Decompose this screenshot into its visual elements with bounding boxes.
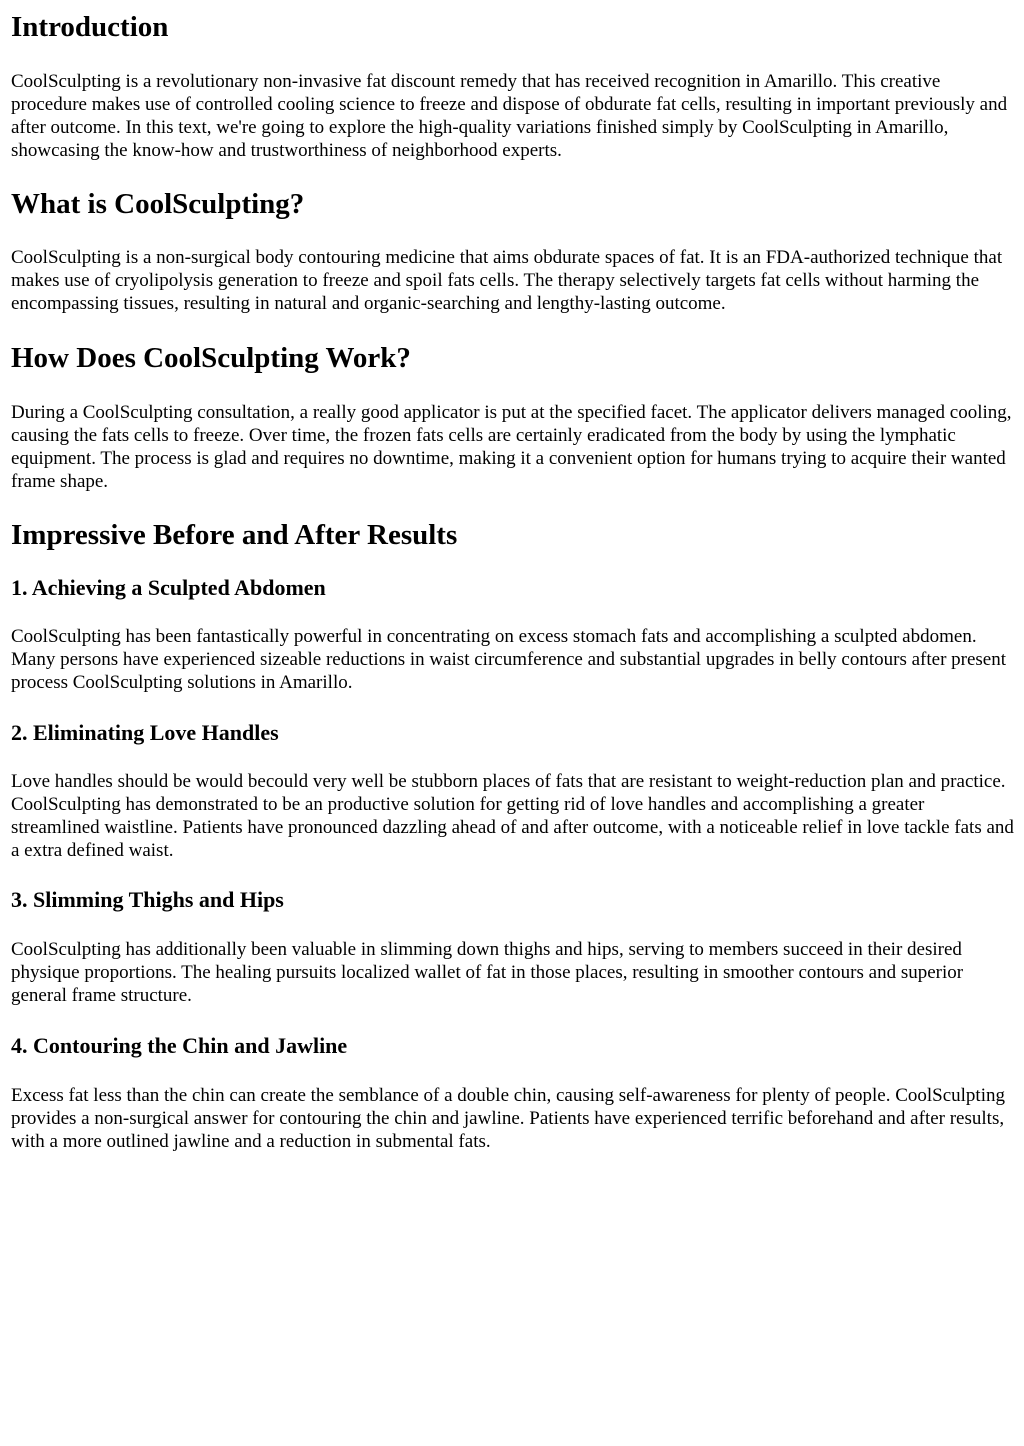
paragraph-chin-jawline: Excess fat less than the chin can create the semblance of a double chin, causing self-awareness for plenty of people. CoolSculpting provides a non-surgical answer for contouring the chin and jawline. Patients have experienced terrific beforehand and after results, with a more outlined jawline and a reduction in submental fats. (11, 1085, 1005, 1152)
subheading-chin-jawline: 4. Contouring the Chin and Jawline (11, 1033, 348, 1058)
heading-introduction: Introduction (11, 11, 169, 43)
paragraph-how-it-works: During a CoolSculpting consultation, a really good applicator is put at the specified facet. The applicator delivers managed cooling, causing the fats cells to freeze. Over time, the frozen fats cells are certainly eradicated from the body by using the lymphatic equipment. The process is glad and requires no downtime, making it a convenient option for humans trying to acquire their wanted frame shape. (11, 402, 1012, 492)
paragraph-sculpted-abdomen: CoolSculpting has been fantastically powerful in concentrating on excess stomach fats and accomplishing a sculpted abdomen. Many persons have experienced sizeable reductions in waist circumference and substantial upgrades in belly contours after present process CoolSculpting solutions in Amarillo. (11, 626, 1007, 693)
paragraph-thighs-hips: CoolSculpting has additionally been valuable in slimming down thighs and hips, serving to members succeed in their desired physique proportions. The healing pursuits localized wallet of fat in those places, resulting in smoother contours and superior general frame structure. (11, 939, 964, 1006)
paragraph-love-handles: Love handles should be would becould very well be stubborn places of fats that are resistant to weight-reduction plan and practice. CoolSculpting has demonstrated to be an productive solution for getting rid of love handles and accomplishing a greater streamlined waistline. Patients have pronounced dazzling ahead of and after outcome, with a noticeable relief in love tackle fats and a extra defined waist. (11, 771, 1014, 861)
subheading-love-handles: 2. Eliminating Love Handles (11, 720, 279, 745)
heading-before-after-results: Impressive Before and After Results (11, 519, 458, 551)
subheading-thighs-hips: 3. Slimming Thighs and Hips (11, 887, 284, 912)
paragraph-introduction: CoolSculpting is a revolutionary non-invasive fat discount remedy that has received recognition in Amarillo. This creative procedure makes use of controlled cooling science to freeze and dispose of obdurate fat cells, resulting in important previously and after outcome. In this text, we're going to explore the high-quality variations finished simply by CoolSculpting in Amarillo, showcasing the know-how and trustworthiness of neighborhood experts. (11, 71, 1008, 161)
subheading-sculpted-abdomen: 1. Achieving a Sculpted Abdomen (11, 575, 326, 600)
heading-what-is-coolsculpting: What is CoolSculpting? (11, 188, 305, 220)
paragraph-what-is-coolsculpting: CoolSculpting is a non-surgical body contouring medicine that aims obdurate spaces of fat. It is an FDA-authorized technique that makes use of cryolipolysis generation to freeze and spoil fats cells. The therapy selectively targets fat cells without harming the encompassing tissues, resulting in natural and organic-searching and lengthy-lasting outcome. (11, 247, 1003, 314)
heading-how-it-works: How Does CoolSculpting Work? (11, 342, 411, 374)
